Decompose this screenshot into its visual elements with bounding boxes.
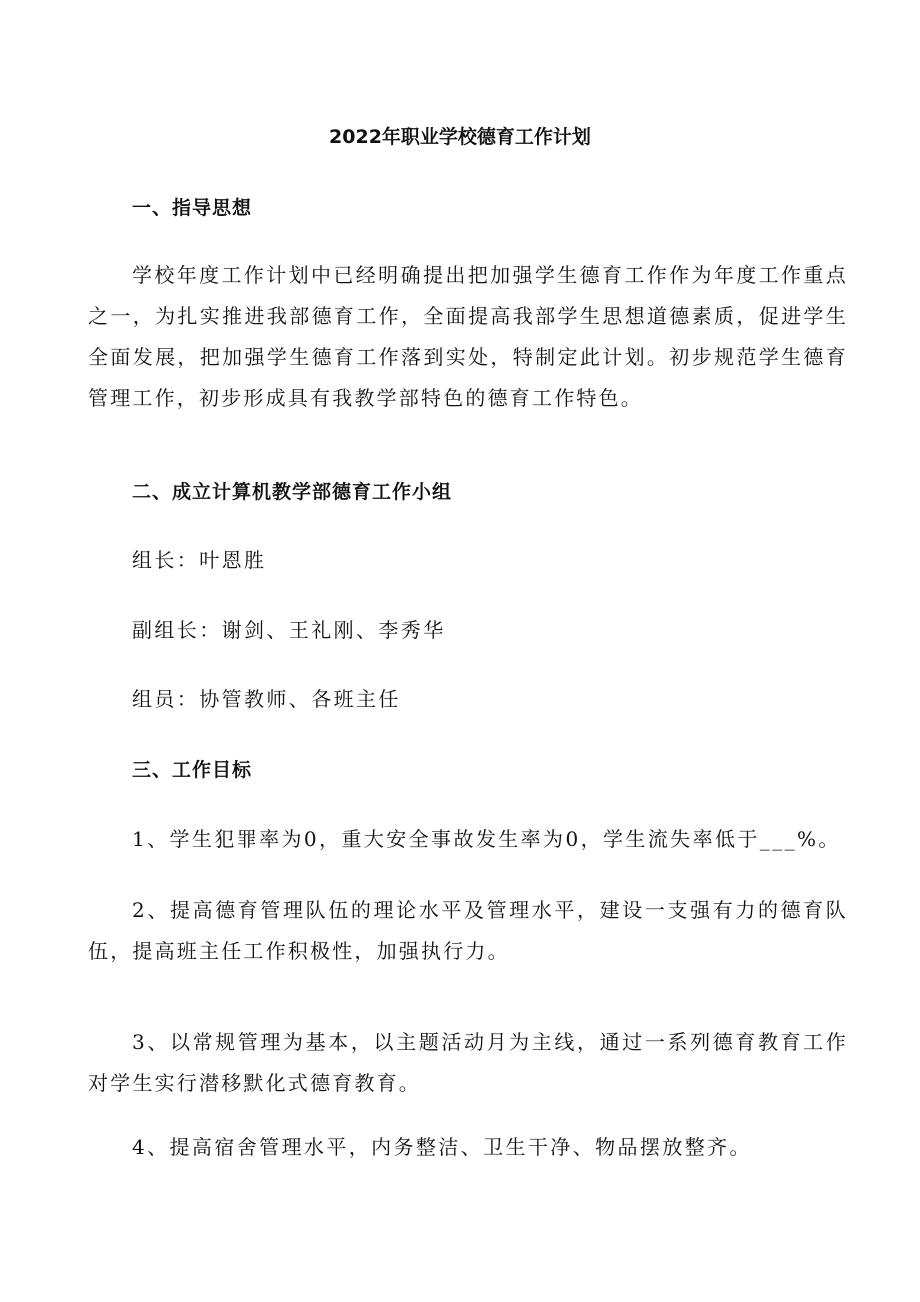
section-heading-working-group: 二、成立计算机教学部德育工作小组 bbox=[132, 481, 453, 503]
group-leader: 组长：叶恩胜 bbox=[132, 548, 267, 572]
goal-item: 4、提高宿舍管理水平，内务整洁、卫生干净、物品摆放整齐。 bbox=[132, 1135, 752, 1159]
section-heading-guiding-thought: 一、指导思想 bbox=[132, 197, 253, 219]
group-members: 组员：协管教师、各班主任 bbox=[132, 687, 401, 711]
goal-item: 2、提高德育管理队伍的理论水平及管理水平，建设一支强有力的德育队伍，提高班主任工作积极性，加强执行力。 bbox=[88, 898, 848, 963]
group-deputy-leaders: 副组长：谢剑、王礼刚、李秀华 bbox=[132, 618, 446, 642]
guiding-thought-paragraph: 学校年度工作计划中已经明确提出把加强学生德育工作作为年度工作重点之一，为扎实推进我部德育工作，全面提高我部学生思想道德素质，促进学生全面发展，把加强学生德育工作落到实处，特制定此计划。初步规范学生德育管理工作，初步形成具有我教学部特色的德育工作特色。 bbox=[88, 263, 848, 410]
goal-item: 1、学生犯罪率为0，重大安全事故发生率为0，学生流失率低于___%。 bbox=[132, 827, 841, 851]
document-title: 2022年职业学校德育工作计划 bbox=[329, 126, 591, 148]
section-heading-work-goals: 三、工作目标 bbox=[132, 759, 253, 781]
goal-item: 3、以常规管理为基本，以主题活动月为主线，通过一系列德育教育工作对学生实行潜移默化式德育教育。 bbox=[88, 1030, 848, 1095]
